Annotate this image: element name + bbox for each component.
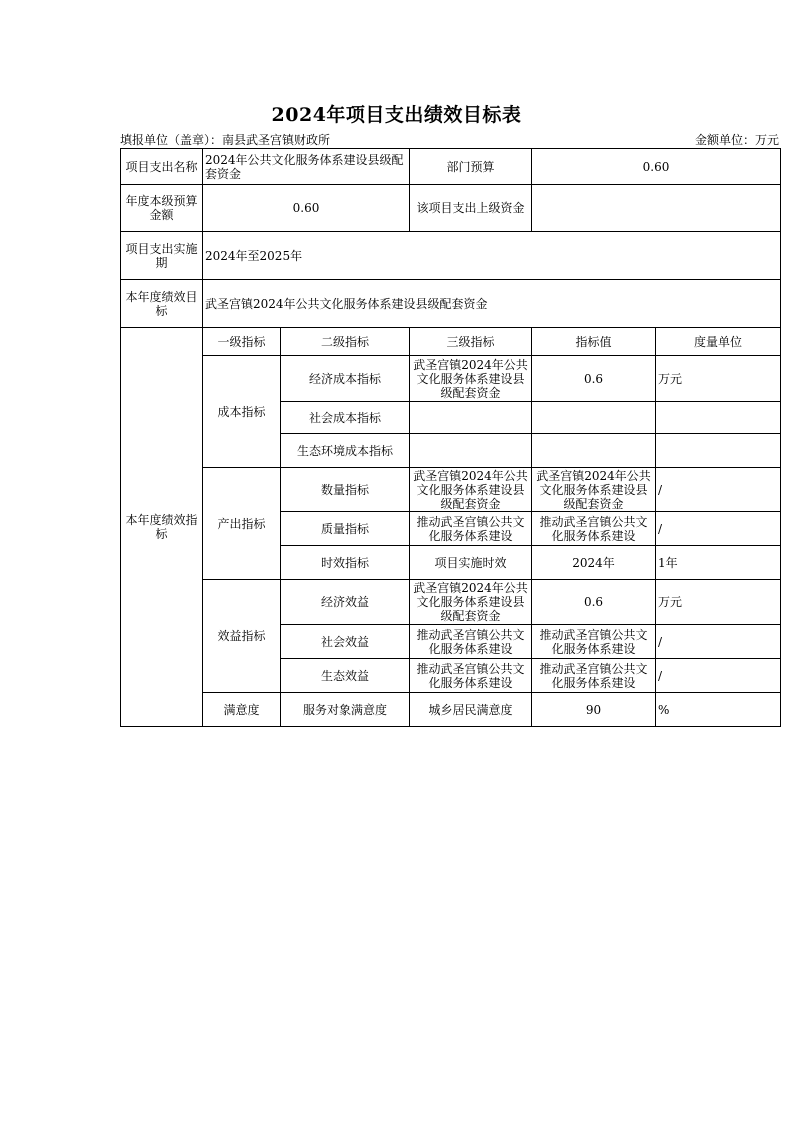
indicators-section-label: 本年度绩效指标 [121,328,203,727]
unit-cell: / [656,512,781,546]
level3-cell: 推动武圣宫镇公共文化服务体系建设 [410,512,532,546]
upper-funds-label: 该项目支出上级资金 [410,185,532,232]
level1-satisfaction: 满意度 [203,693,281,727]
level3-cell [410,402,532,434]
table-row [121,356,781,402]
level3-cell: 武圣宫镇2024年公共文化服务体系建设县级配套资金 [410,356,532,402]
project-name-value: 2024年公共文化服务体系建设县级配套资金 [203,149,410,185]
level2-cell: 质量指标 [281,512,410,546]
level2-cell: 经济成本指标 [281,356,410,402]
unit-cell: 1年 [656,546,781,580]
annual-budget-value: 0.60 [203,185,410,232]
value-cell: 0.6 [532,356,656,402]
upper-funds-value [532,185,781,232]
table-row [121,693,781,727]
level3-cell: 武圣宫镇2024年公共文化服务体系建设县级配套资金 [410,468,532,512]
project-name-label: 项目支出名称 [121,149,203,185]
level3-cell: 推动武圣宫镇公共文化服务体系建设 [410,659,532,693]
annual-goal-value: 武圣宫镇2024年公共文化服务体系建设县级配套资金 [203,280,781,328]
unit-cell: / [656,625,781,659]
level3-cell: 项目实施时效 [410,546,532,580]
value-cell: 2024年 [532,546,656,580]
level3-cell: 推动武圣宫镇公共文化服务体系建设 [410,625,532,659]
unit-cell [656,402,781,434]
table-row [121,468,781,512]
filing-unit: 填报单位（盖章）：南县武圣宫镇财政所 [120,133,331,147]
unit-cell: 万元 [656,356,781,402]
level2-cell: 社会效益 [281,625,410,659]
unit-cell: / [656,659,781,693]
value-cell: 推动武圣宫镇公共文化服务体系建设 [532,512,656,546]
level1-cost: 成本指标 [203,356,281,468]
performance-target-table [120,148,781,727]
header-unit: 度量单位 [656,328,781,356]
level2-cell: 生态环境成本指标 [281,434,410,468]
level3-cell: 武圣宫镇2024年公共文化服务体系建设县级配套资金 [410,580,532,625]
document-title: 2024年项目支出绩效目标表 [271,104,522,126]
annual-budget-label: 年度本级预算金额 [121,185,203,232]
level3-cell [410,434,532,468]
level1-output: 产出指标 [203,468,281,580]
dept-budget-label: 部门预算 [410,149,532,185]
level1-benefit: 效益指标 [203,580,281,693]
header-value: 指标值 [532,328,656,356]
level2-cell: 经济效益 [281,580,410,625]
unit-cell: / [656,468,781,512]
level2-cell: 服务对象满意度 [281,693,410,727]
level3-cell: 城乡居民满意度 [410,693,532,727]
amount-unit: 金额单位：万元 [694,133,779,147]
value-cell: 90 [532,693,656,727]
table-row [121,580,781,625]
level2-cell: 时效指标 [281,546,410,580]
value-cell [532,402,656,434]
unit-cell: 万元 [656,580,781,625]
value-cell [532,434,656,468]
annual-goal-label: 本年度绩效目标 [121,280,203,328]
value-cell: 推动武圣宫镇公共文化服务体系建设 [532,625,656,659]
period-value: 2024年至2025年 [203,232,781,280]
unit-cell [656,434,781,468]
value-cell: 推动武圣宫镇公共文化服务体系建设 [532,659,656,693]
period-label: 项目支出实施期 [121,232,203,280]
header-level3: 三级指标 [410,328,532,356]
value-cell: 武圣宫镇2024年公共文化服务体系建设县级配套资金 [532,468,656,512]
level2-cell: 数量指标 [281,468,410,512]
header-level2: 二级指标 [281,328,410,356]
level2-cell: 生态效益 [281,659,410,693]
unit-cell: % [656,693,781,727]
header-level1: 一级指标 [203,328,281,356]
value-cell: 0.6 [532,580,656,625]
dept-budget-value: 0.60 [532,149,781,185]
level2-cell: 社会成本指标 [281,402,410,434]
